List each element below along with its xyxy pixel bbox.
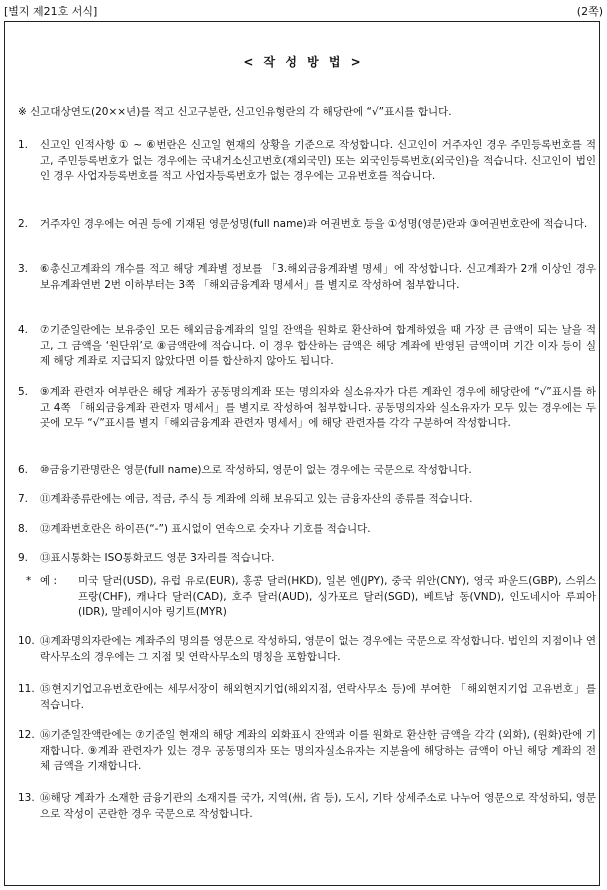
instruction-item: [18, 492, 596, 508]
item-text: ⑪계좌종류란에는 예금, 적금, 주식 등 계좌에 의해 보유되고 있는 금융자산의 종류를 적습니다.: [40, 493, 473, 505]
item-text: ⑫계좌번호란은 하이픈(“-”) 표시없이 연속으로 숫자나 기호를 적습니다.: [40, 523, 371, 535]
item-text: ⑭계좌명의자란에는 계좌주의 명의를 영문으로 작성하되, 영문이 없는 경우에는 국문으로 작성합니다. 법인의 지점이나 연락사무소의 경우에는 그 지점 및 연락사무소의 명칭을 포함합니다.: [40, 635, 596, 663]
instruction-item: [18, 463, 596, 479]
item-number: 3.: [18, 263, 29, 275]
item-text: ⑩금융기관명란은 영문(full name)으로 작성하되, 영문이 없는 경우에는 국문으로 작성합니다.: [40, 464, 472, 476]
instruction-item: [18, 138, 596, 185]
instruction-item: [18, 682, 596, 713]
item-number: 6.: [18, 464, 29, 476]
item-number: 1.: [18, 139, 29, 151]
instruction-item: [18, 728, 596, 775]
instruction-item: [18, 791, 596, 822]
item-text: ⑦기준일란에는 보유중인 모든 해외금융계좌의 일일 잔액을 원화로 환산하여 합계하였을 때 가장 큰 금액이 되는 날을 적고, 그 금액을 ‘원단위’로 ⑧금액란에 적습니다. 이 경우 합산하는 금액은 해당 계좌에 반영된 금액이며 기간 이자 등이 실제 해당 계좌로 지급되지 않았다면 이를 합산하지 않아도 됩니다.: [40, 324, 596, 367]
item-number: 13.: [18, 792, 35, 804]
instruction-item: [18, 634, 596, 665]
example-text: 미국 달러(USD), 유럽 유로(EUR), 홍콩 달러(HKD), 일본 엔(JPY), 중국 위안(CNY), 영국 파운드(GBP), 스위스 프랑(CHF), 캐나다 달러(CAD), 호주 달러(AUD), 싱가포르 달러(SGD), 베트남 동(VND), 인도네시아 루피아(IDR), 말레이시아 링기트(MYR): [78, 575, 596, 618]
instruction-item: [18, 551, 596, 567]
item-number: 7.: [18, 493, 29, 505]
example-label: 예 :: [40, 575, 58, 587]
item-number: 2.: [18, 218, 29, 230]
item-number: 5.: [18, 386, 29, 398]
item-text: 신고인 인적사항 ① ~ ⑥번란은 신고일 현재의 상황을 기준으로 작성합니다. 신고인이 거주자인 경우 주민등록번호를 적고, 주민등록번호가 없는 경우에는 국내거소신고번호(재외국민) 또는 외국인등록번호(외국인)을 적습니다. 신고인이 법인인 경우 사업자등록번호를 적고 사업자등록번호가 없는 경우에는 고유번호를 적습니다.: [40, 139, 596, 182]
item-text: ⑯해당 계좌가 소재한 금융기관의 소재지를 국가, 지역(州, 省 등), 도시, 기타 상세주소로 나누어 영문으로 작성하되, 영문으로 작성이 곤란한 경우 국문으로 작성합니다.: [40, 792, 596, 820]
instruction-item: [18, 262, 596, 293]
instruction-item: [18, 323, 596, 370]
page-number: (2쪽): [576, 5, 603, 18]
item-text: ⑯기준일잔액란에는 ⑦기준일 현재의 해당 계좌의 외화표시 잔액과 이를 원화로 환산한 금액을 각각 (외화), (원화)란에 기재합니다. ⑨계좌 관련자가 있는 경우 공동명의자 또는 명의자실소유자는 지분율에 해당하는 금액이 아닌 해당 계좌의 전체 금액을 기재합니다.: [40, 729, 596, 772]
page-header: [4, 4, 603, 20]
intro-note: ※ 신고대상연도(20××년)를 적고 신고구분란, 신고인유형란의 각 해당란에 “√”표시를 합니다.: [18, 106, 452, 118]
item-number: 9.: [18, 552, 29, 564]
item-text: ⑥총신고계좌의 개수를 적고 해당 계좌별 정보를 「3.해외금융계좌별 명세」에 작성합니다. 신고계좌가 2개 이상인 경우 보유계좌연번 2번 이하부터는 3쪽 「해외금융계좌 명세서」를 별지로 작성하여 첨부합니다.: [40, 263, 596, 291]
instruction-item: [18, 385, 596, 432]
item-number: 11.: [18, 683, 35, 695]
item-text: ⑨계좌 관련자 여부란은 해당 계좌가 공동명의계좌 또는 명의자와 실소유자가 다른 계좌인 경우에 해당란에 “√”표시를 하고 4쪽 「해외금융계좌 관련자 명세서」를 별지로 작성하여 첨부합니다. 공동명의자와 실소유자가 모두 있는 경우에는 두 곳에 모두 “√”표시를 별지「해외금융계좌 관련자 명세서」에 해당 관련자를 각각 구분하여 작성합니다.: [40, 386, 596, 429]
item-text: 거주자인 경우에는 여권 등에 기재된 영문성명(full name)과 여권번호 등을 ①성명(영문)란과 ③여권번호란에 적습니다.: [40, 218, 588, 230]
item-number: 4.: [18, 324, 29, 336]
instruction-item: [18, 217, 596, 233]
instruction-item: [18, 522, 596, 538]
item-text: ⑮현지기업고유번호란에는 세무서장이 해외현지기업(해외지점, 연락사무소 등)에 부여한 「해외현지기업 고유번호」를 적습니다.: [40, 683, 596, 711]
page-title: < 작 성 방 법 >: [243, 55, 364, 69]
item-text: ⑬표시통화는 ISO통화코드 영문 3자리를 적습니다.: [40, 552, 275, 564]
item-number: 8.: [18, 523, 29, 535]
currency-example: [26, 574, 596, 621]
form-label: [별지 제21호 서식]: [4, 5, 98, 18]
example-mark: *: [26, 575, 32, 587]
item-number: 10.: [18, 635, 35, 647]
item-number: 12.: [18, 729, 35, 741]
